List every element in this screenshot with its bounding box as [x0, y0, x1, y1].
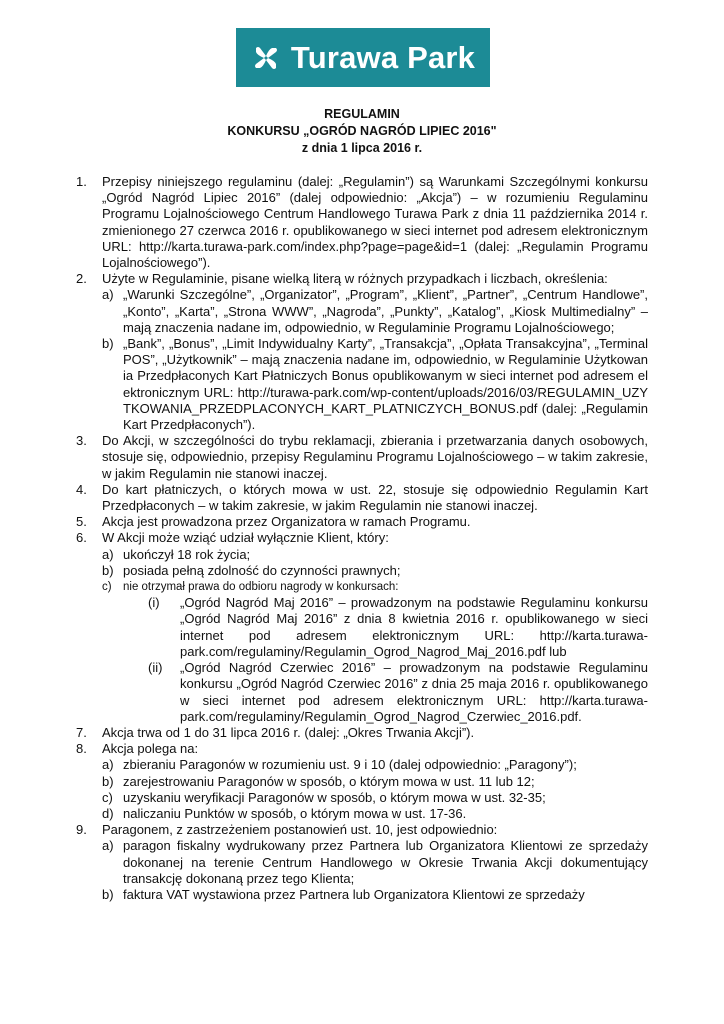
sub-item-label: b): [102, 562, 114, 578]
sub-item-label: c): [102, 581, 112, 594]
header-date: z dnia 1 lipca 2016 r.: [301, 141, 423, 155]
sub-item: [102, 579, 648, 595]
sub-item-text: posiada pełną zdolność do czynności prawnych;: [123, 562, 401, 578]
paragraph-number: 5.: [76, 514, 87, 530]
sub-item: [102, 838, 648, 887]
regulations-list: [76, 174, 648, 903]
paragraph-2: [76, 271, 648, 287]
sub-item-label: c): [102, 789, 113, 805]
sub-item-label: a): [102, 757, 114, 773]
paragraph-text: Przepisy niniejszego regulaminu (dalej: „Regulamin”) są Warunkami Szczególnymi konkursu „Ogród Nagród Lipiec 2016” (dalej odpowiednio: „Akcja”) – w rozumieniu Regulaminu Programu Lojalnościowego Centrum Handlowego Turawa Park z dnia 11 października 2014 r. zmienionego 27 czerwca 2016 r. opublikowanego w sieci internet pod adresem elektronicznym URL: http://karta.turawa-park.com/index.php?page=page&id=1 (dalej: „Regulamin Programu Lojalnościowego”).: [102, 174, 648, 271]
sub-item-label: a): [102, 838, 114, 854]
sub-item: [102, 790, 648, 806]
sub-item: [102, 547, 648, 563]
sub-item-label: a): [102, 546, 114, 562]
sub-item-text: „Bank”, „Bonus”, „Limit Indywidualny Karty”, „Transakcja”, „Opłata Transakcyjna”, „Terminal POS”, „Użytkownik” – mają znaczenia nadane im, odpowiednio, w Regulaminie Użytkowania Przedpłaconych Kart Płatniczych Bonus opublikowanym w sieci internet pod adresem elektronicznym URL: http://turawa-park.com/wp-content/uploads/2016/03/REGULAMIN_UZYTKOWANIA_PRZEDPLACONYCH_KART_PLATNICZYCH_BONUS.pdf (dalej: „Regulamin Kart Przedpłaconych”).: [123, 336, 648, 433]
sub-item: [102, 774, 648, 790]
sub-item: [102, 887, 648, 903]
sub-item-text: zbieraniu Paragonów w rozumieniu ust. 9 i 10 (dalej odpowiednio: „Paragony”);: [123, 757, 577, 773]
paragraph-text: Użyte w Regulaminie, pisane wielką literą w różnych przypadkach i liczbach, określenia:: [102, 271, 608, 287]
sub-item: [102, 287, 648, 336]
paragraph-5: [76, 514, 648, 530]
flower-logo-icon: [251, 43, 281, 73]
paragraph-4: [76, 482, 648, 514]
sub-item: [102, 757, 648, 773]
roman-sub-item: [148, 660, 648, 725]
roman-sub-item-text: „Ogród Nagród Czerwiec 2016” – prowadzonym na podstawie Regulaminu konkursu „Ogród Nagród Czerwiec 2016” z dnia 25 maja 2016 r. opublikowanego w sieci internet pod adresem elektronicznym URL: http://karta.turawa-park.com/regulaminy/Regulamin_Ogrod_Nagrod_Czerwiec_2016.pdf.: [180, 660, 648, 724]
sub-item-text: ukończył 18 rok życia;: [123, 546, 251, 562]
paragraph-text: Do kart płatniczych, o których mowa w ust. 22, stosuje się odpowiednio Regulamin Kart Przedpłaconych – w takim zakresie, w jakim Regulamin nie stanowi inaczej.: [102, 481, 648, 514]
paragraph-8: [76, 741, 648, 757]
paragraph-text: W Akcji może wziąć udział wyłącznie Klient, który:: [102, 530, 389, 546]
header-title: REGULAMIN: [324, 107, 400, 121]
roman-sub-item-label: (ii): [148, 660, 163, 676]
sub-item-text: faktura VAT wystawiona przez Partnera lub Organizatora Klientowi ze sprzedaży: [123, 886, 585, 902]
paragraph-text: Paragonem, z zastrzeżeniem postanowień ust. 10, jest odpowiednio:: [102, 822, 498, 838]
paragraph-number: 9.: [76, 822, 87, 838]
sub-item-text: uzyskaniu weryfikacji Paragonów w sposób, o którym mowa w ust. 32-35;: [123, 789, 546, 805]
paragraph-text: Akcja trwa od 1 do 31 lipca 2016 r. (dalej: „Okres Trwania Akcji”).: [102, 724, 475, 740]
sub-item-label: b): [102, 336, 114, 352]
paragraph-number: 6.: [76, 530, 87, 546]
paragraph-text: Do Akcji, w szczególności do trybu reklamacji, zbierania i przetwarzania danych osobowych, stosuje się, odpowiednio, przepisy Regulaminu Programu Lojalnościowego – w takim zakresie, w jakim Regulamin nie stanowi inaczej.: [102, 433, 648, 481]
paragraph-number: 4.: [76, 481, 87, 497]
paragraph-9: [76, 822, 648, 838]
paragraph-number: 2.: [76, 271, 87, 287]
paragraph-number: 7.: [76, 724, 87, 740]
sub-item: [102, 336, 648, 433]
turawa-park-logo: [236, 28, 490, 87]
sub-item-text: „Warunki Szczególne”, „Organizator”, „Program”, „Klient”, „Partner”, „Centrum Handlowe”, „Konto”, „Karta”, „Strona WWW”, „Nagroda”, „Punkty”, „Katalog”, „Kiosk Multimedialny” – mają znaczenia nadane im, odpowiednio, w Regulaminie Programu Lojalnościowego;: [123, 287, 648, 335]
paragraph-number: 1.: [76, 174, 87, 189]
paragraph-3: [76, 433, 648, 482]
sub-item-text: nie otrzymał prawa do odbioru nagrody w konkursach:: [123, 581, 399, 594]
paragraph-1: [76, 174, 648, 271]
roman-sub-item-label: (i): [148, 595, 160, 611]
sub-item-text: naliczaniu Punktów w sposób, o którym mowa w ust. 17-36.: [123, 805, 467, 821]
sub-item-label: d): [102, 805, 114, 821]
header-contest-name: KONKURSU „OGRÓD NAGRÓD LIPIEC 2016": [227, 124, 497, 138]
sub-item-label: b): [102, 773, 114, 789]
roman-sub-item-text: „Ogród Nagród Maj 2016” – prowadzonym na podstawie Regulaminu konkursu „Ogród Nagród Maj 2016” z dnia 8 kwietnia 2016 r. opublikowanego w sieci internet pod adresem elektronicznym URL: http://karta.turawa-park.com/regulaminy/Regulamin_Ogrod_Nagrod_Maj_2016.pdf lub: [180, 595, 648, 659]
sub-item: [102, 806, 648, 822]
paragraph-text: Akcja polega na:: [102, 741, 199, 757]
sub-item-text: paragon fiskalny wydrukowany przez Partnera lub Organizatora Klientowi ze sprzedaży dokonanej na terenie Centrum Handlowego w Okresie Trwania Akcji dokumentujący transakcję dokonaną przez tego Klienta;: [123, 838, 648, 886]
sub-item-text: zarejestrowaniu Paragonów w sposób, o którym mowa w ust. 11 lub 12;: [123, 773, 535, 789]
sub-item: [102, 563, 648, 579]
document-header: [0, 106, 724, 157]
paragraph-6: [76, 530, 648, 546]
paragraph-text: Akcja jest prowadzona przez Organizatora w ramach Programu.: [102, 514, 471, 530]
paragraph-number: 3.: [76, 433, 87, 449]
roman-sub-item: [148, 595, 648, 660]
sub-item-label: b): [102, 886, 114, 902]
paragraph-7: [76, 725, 648, 741]
sub-item-label: a): [102, 287, 114, 303]
logo-text: Turawa Park: [290, 39, 476, 75]
paragraph-number: 8.: [76, 741, 87, 757]
